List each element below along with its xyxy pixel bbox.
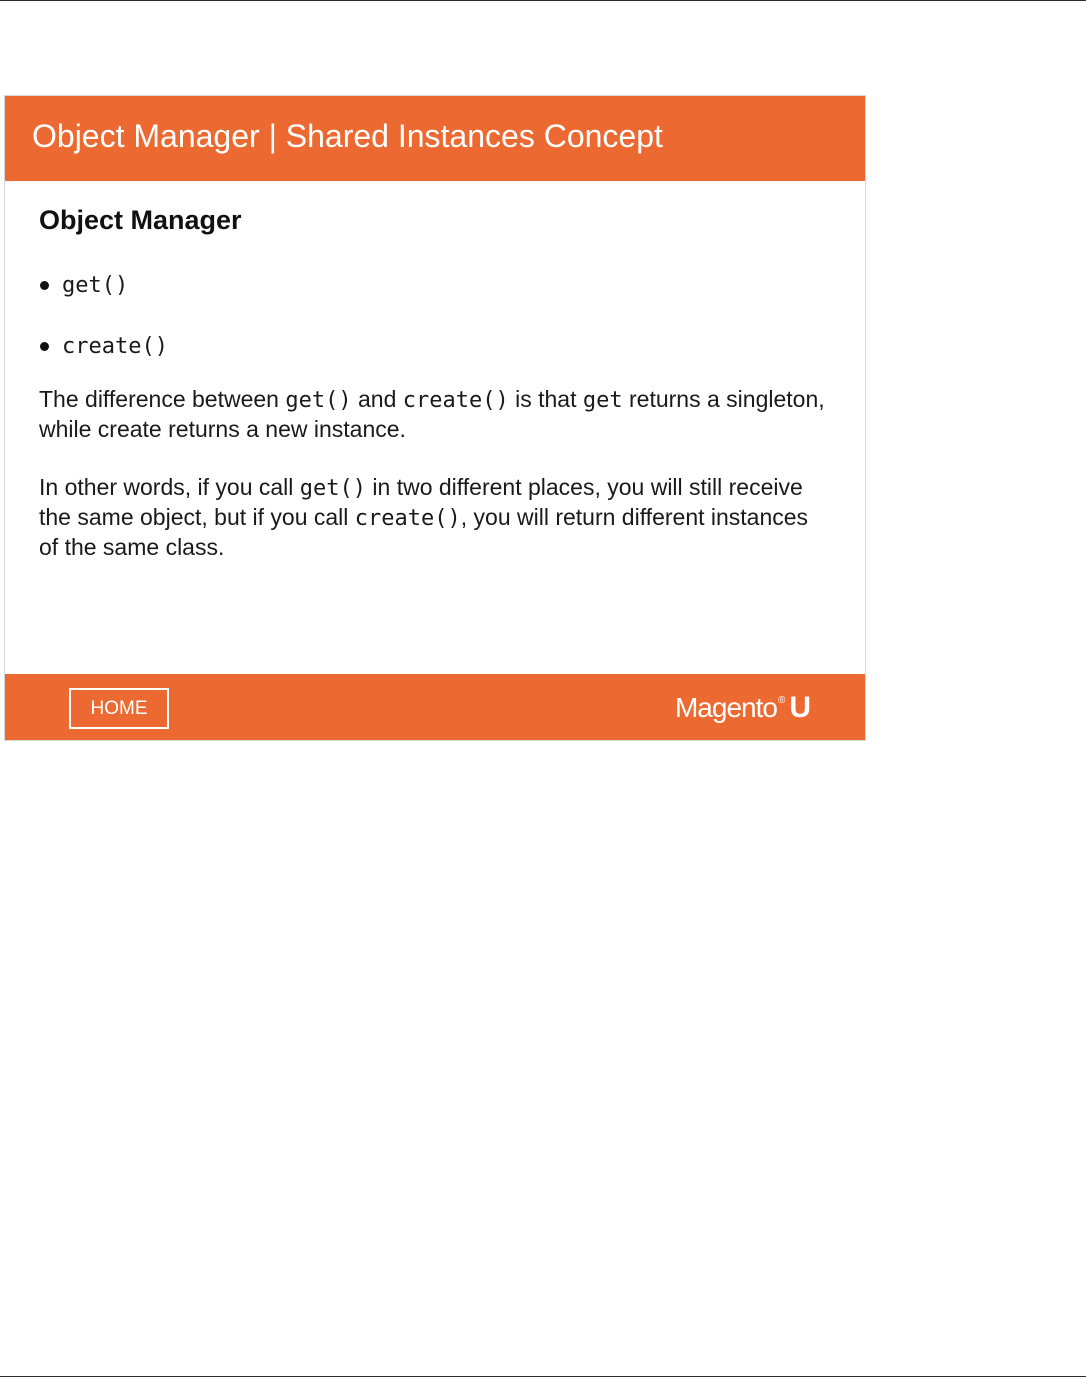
paragraph-text: is that	[508, 386, 583, 412]
slide-title: Object Manager | Shared Instances Concept	[32, 118, 663, 154]
bullet-icon	[40, 342, 49, 351]
inline-code: create()	[402, 388, 509, 413]
inline-code: get()	[299, 476, 367, 501]
paragraph-text: , you will return different instances of the same class.	[39, 504, 809, 560]
method-create: create()	[62, 333, 168, 359]
paragraph-text: in two different places, you will still receive the same object, but if you call	[39, 474, 803, 530]
page-top-rule	[0, 0, 1086, 1]
slide-footer	[5, 674, 865, 740]
page-bottom-rule	[0, 1376, 1086, 1377]
slide	[4, 95, 866, 741]
list-item	[39, 270, 829, 300]
explanation-paragraph	[39, 473, 829, 562]
paragraph-text: In other words, if you call	[39, 474, 300, 500]
section-heading: Object Manager	[39, 205, 242, 235]
magento-u-logo	[675, 691, 811, 725]
paragraph-text: The difference between	[39, 386, 286, 412]
home-button[interactable]: HOME	[69, 688, 169, 729]
registered-mark: ®	[777, 695, 786, 706]
slide-header	[5, 96, 865, 181]
method-get: get()	[62, 272, 129, 298]
slide-body	[39, 204, 829, 562]
brand-name: Magento	[674, 692, 777, 723]
bullet-icon	[40, 281, 49, 290]
paragraph-text: returns a singleton, while create returns a new instance.	[39, 386, 825, 442]
inline-code: create()	[354, 506, 461, 531]
difference-paragraph	[39, 385, 829, 444]
method-list	[39, 270, 829, 361]
brand-u: U	[789, 691, 811, 724]
list-item	[39, 331, 829, 361]
paragraph-text: and	[351, 386, 403, 412]
inline-code: get	[582, 388, 623, 413]
inline-code: get()	[285, 388, 352, 413]
